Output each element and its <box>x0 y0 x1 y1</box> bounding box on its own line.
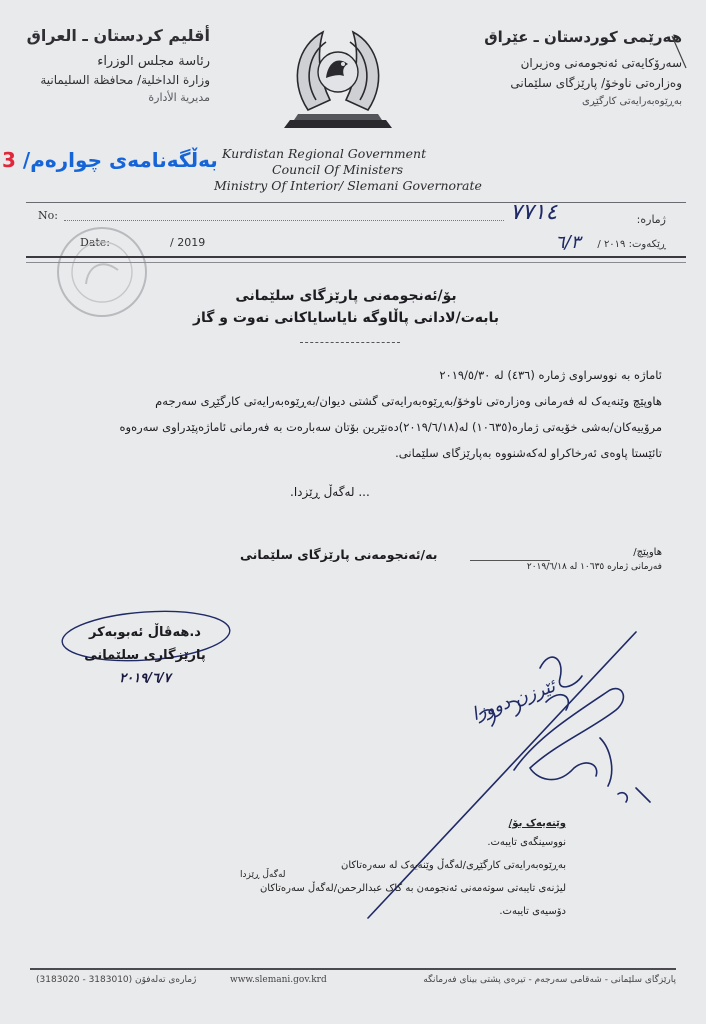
handwritten-reference: ٧٧١٤ <box>510 200 558 225</box>
date-label-kurdish-text: ڕێکەوت: <box>628 239 666 250</box>
regards-line: ... لەگەڵ ڕێزدا. <box>290 485 370 499</box>
subject: بابەت/لادانی پاڵاوگە نایاسایاکانی نەوت و گاز <box>192 310 500 326</box>
signer-name: د.هەڤاڵ ئەبوبەکر <box>89 625 201 640</box>
meta-rule <box>26 256 686 258</box>
annex-label <box>2 148 218 172</box>
copy-item: لیژنەی تایبەتی سوتەمەنی ئەنجومەن بە کاک عبدالرحمن/لەگەڵ سەرەتاکان <box>259 883 566 894</box>
copy-item: دۆسیەی تایبەت. <box>499 906 566 917</box>
footer-contact: (3183020 - 3183010) ژمارەی تەلەفۆن <box>36 975 197 985</box>
kurdish-region: هەرێمی کوردستان ـ عێراق <box>484 28 682 46</box>
copies-regards: لەگەڵ ڕێزدا <box>240 870 286 880</box>
date-year-kurdish: ٢٠١٩ / <box>597 239 626 250</box>
number-label: No: <box>38 209 58 222</box>
body-paragraph-2: هاوپێچ وێنەیەک لە فەرمانی وەزارەتی ناوخۆ/بەڕێوەبەرایەتی گشتی دیوان/بەڕێوەبەرایەتی کارگێڕی سەرجەم <box>155 394 662 408</box>
copies-block <box>260 818 566 929</box>
arabic-directorate: مديرية الأدارة <box>148 91 210 104</box>
handwritten-note: ئێرزن دووزا <box>469 675 559 726</box>
date-year: / 2019 <box>170 236 206 249</box>
annex-text: بەڵگەنامەی چوارەم/ <box>22 148 218 172</box>
copies-title: وێنەیەک بۆ/ <box>508 818 566 829</box>
date-label-kurdish <box>597 239 666 250</box>
kurdish-council: سەرۆکایەتی ئەنجومەنی وەزیران <box>520 56 682 70</box>
english-line-1: Kurdistan Regional Government <box>222 146 427 161</box>
signer-date: ٢٠١٩/٦/٧ <box>119 671 171 686</box>
number-dots <box>64 220 504 221</box>
english-line-2: Council Of Ministers <box>272 162 404 177</box>
meta-rule-thin <box>26 262 686 263</box>
sender-line: بە/ئەنجومەنی پارێزگای سلێمانی <box>240 547 438 562</box>
body-paragraph-1: ئاماژە بە نووسراوی ژمارە (٤٣٦) لە ٢٠١٩/٥/٣٠ <box>439 368 662 382</box>
kurdish-directorate: بەڕێوەبەرایەتی کارگێڕی <box>582 96 682 107</box>
recipient: بۆ/ئەنجومەنی پارێزگای سلێمانی <box>235 288 457 304</box>
copy-item: بەڕێوەبەرایەتی کارگێڕی/لەگەڵ وێنەیەک لە سەرەتاکان <box>341 860 566 871</box>
annex-number: 3 <box>2 148 16 172</box>
copies-list <box>260 837 566 917</box>
date-label: Date: <box>80 236 111 249</box>
body-paragraph-3: مرۆییەکان/بەشی خۆیەتی ژمارە(١٠٦٣٥) لە(٢٠١٩/٦/١٨)دەنێرین بۆتان سەبارەت بە فەرمانی ئاماژەپێدراوی سەرەوە <box>119 420 662 434</box>
kurdish-ministry: وەزارەتی ناوخۆ/ پارێزگای سلێمانی <box>510 76 682 90</box>
krg-emblem-icon <box>268 20 408 142</box>
letter-address <box>166 288 526 326</box>
signer-title: پارێزگاری سلێمانی <box>84 648 206 663</box>
attachment-label: هاوپێچ/ <box>633 547 662 558</box>
kurdish-header <box>422 28 682 107</box>
handwritten-date: ٦/٣ <box>555 232 581 253</box>
english-line-3: Ministry Of Interior/ Slemani Governorate <box>214 178 482 193</box>
corner-mark-icon <box>668 32 690 72</box>
arabic-header <box>20 26 210 104</box>
footer-rule <box>30 968 676 970</box>
header-rule <box>26 202 686 203</box>
body-paragraph-4: تائێستا پاوەی ئەرخاکراو لەکەشنووە بەپارێزگای سلێمانی. <box>395 446 662 460</box>
attachment-reference: فەرمانی ژمارە ١٠٦٣٥ لە ٢٠١٩/٦/١٨ <box>526 562 662 572</box>
arabic-council: رئاسة مجلس الوزراء <box>97 54 210 69</box>
letter-body <box>52 362 662 466</box>
subject-divider <box>300 342 400 343</box>
signer-block <box>60 625 230 686</box>
arabic-ministry: وزارة الداخلية/ محافظة السليمانية <box>40 73 210 87</box>
footer-website: www.slemani.gov.krd <box>230 975 327 985</box>
english-header <box>210 146 510 194</box>
attachment-underline <box>470 560 550 561</box>
ref-label-kurdish: ژمارە: <box>636 213 666 226</box>
copy-item: نووسینگەی تایبەت. <box>487 837 566 848</box>
arabic-region: أقليم كردستان ـ العراق <box>26 26 210 45</box>
footer-address: پارێزگای سلێمانی - شەقامی سەرجەم - تیرەی پشتی بینای فەرمانگە <box>423 975 676 985</box>
faint-seal-icon <box>52 222 152 322</box>
